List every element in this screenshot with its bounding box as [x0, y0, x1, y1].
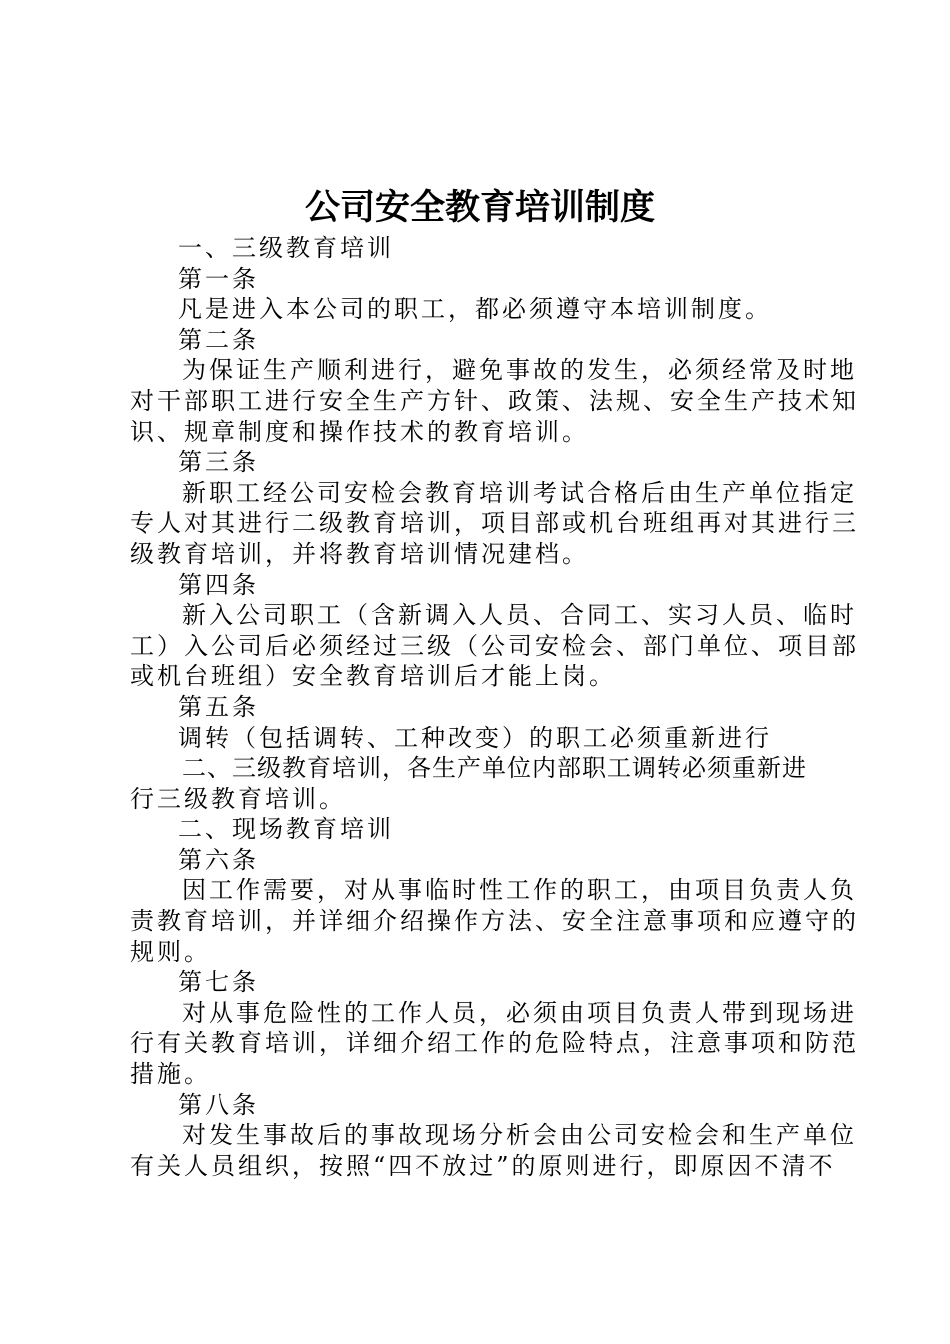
- article-2-line-1: 为保证生产顺利进行，避免事故的发生，必须经常及时地: [182, 356, 857, 385]
- article-7-line-3: 措施。: [130, 1060, 211, 1089]
- article-5-line-2: 二、三级教育培训，各生产单位内部职工调转必须重新进: [182, 754, 807, 783]
- article-heading-7: 第七条: [178, 968, 259, 997]
- article-1-line-1: 凡是进入本公司的职工，都必须遵守本培训制度。: [178, 295, 772, 324]
- article-5-line-3: 行三级教育培训。: [130, 784, 346, 813]
- article-6-line-3: 规则。: [130, 937, 211, 966]
- article-8-line-1: 对发生事故后的事故现场分析会由公司安检会和生产单位: [182, 1121, 857, 1150]
- article-heading-2: 第二条: [178, 325, 259, 354]
- article-4-line-2: 工）入公司后必须经过三级（公司安检会、部门单位、项目部: [130, 631, 859, 660]
- article-2-line-2: 对干部职工进行安全生产方针、政策、法规、安全生产技术知: [130, 386, 859, 415]
- section-heading-2: 二、现场教育培训: [178, 815, 394, 844]
- article-7-line-1: 对从事危险性的工作人员，必须由项目负责人带到现场进: [182, 998, 857, 1027]
- article-6-line-2: 责教育培训，并详细介绍操作方法、安全注意事项和应遵守的: [130, 907, 859, 936]
- article-2-line-3: 识、规章制度和操作技术的教育培训。: [130, 417, 589, 446]
- document-title: 公司安全教育培训制度: [304, 188, 655, 228]
- article-heading-3: 第三条: [178, 448, 259, 477]
- article-7-line-2: 行有关教育培训，详细介绍工作的危险特点，注意事项和防范: [130, 1029, 859, 1058]
- article-heading-5: 第五条: [178, 692, 259, 721]
- section-heading-1: 一、三级教育培训: [178, 234, 394, 262]
- article-4-line-1: 新入公司职工（含新调入人员、合同工、实习人员、临时: [182, 601, 857, 630]
- article-heading-4: 第四条: [178, 570, 259, 599]
- article-3-line-3: 级教育培训，并将教育培训情况建档。: [130, 539, 589, 568]
- article-5-line-1: 调转（包括调转、工种改变）的职工必须重新进行: [178, 723, 772, 752]
- document-body: [130, 233, 859, 1181]
- article-6-line-1: 因工作需要，对从事临时性工作的职工，由项目负责人负: [182, 876, 857, 905]
- article-heading-1: 第一条: [178, 264, 259, 293]
- article-3-line-2: 专人对其进行二级教育培训，项目部或机台班组再对其进行三: [130, 509, 859, 538]
- article-4-line-3: 或机台班组）安全教育培训后才能上岗。: [130, 662, 616, 691]
- article-3-line-1: 新职工经公司安检会教育培训考试合格后由生产单位指定: [182, 478, 857, 507]
- article-heading-8: 第八条: [178, 1090, 259, 1119]
- article-8-line-2: 有关人员组织，按照“四不放过”的原则进行，即原因不清不: [130, 1151, 836, 1180]
- article-heading-6: 第六条: [178, 845, 259, 874]
